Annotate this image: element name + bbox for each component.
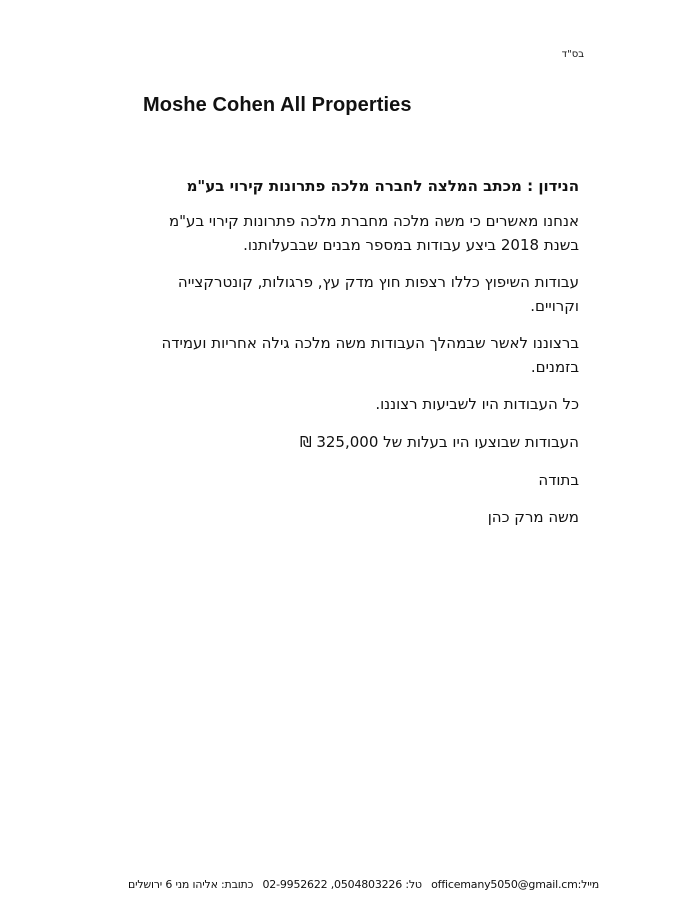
footer-phone-label: טל: bbox=[405, 878, 422, 891]
bsd-header: בס"ד bbox=[561, 49, 584, 60]
letter-paragraph-3: ברצוננו לאשר שבמהלך העבודות משה מלכה גילה אחריות ועמידה בזמנים. bbox=[161, 334, 579, 376]
footer-address-label: כתובת: bbox=[221, 878, 254, 891]
footer-email[interactable]: officemany5050@gmail.cm bbox=[431, 878, 578, 891]
company-name: Moshe Cohen All Properties bbox=[143, 94, 412, 116]
letter-subject: הנידון : מכתב המלצה לחברה מלכה פתרונות קירוי בע"מ bbox=[186, 177, 579, 195]
letter-closing: בתודה bbox=[538, 471, 579, 489]
letter-paragraph-4: כל העבודות היו לשביעות רצוננו. bbox=[375, 395, 579, 413]
letter-amount-line: העבודות שבוצעו היו בעלות של 325,000 ₪ bbox=[299, 433, 579, 451]
letter-paragraph-1: אנחנו מאשרים כי משה מלכה מחברת מלכה פתרונות קירוי בע"מ בשנת 2018 ביצע עבודות במספר מבנים שבבעלותנו. bbox=[168, 212, 579, 254]
letter-signature: משה מרק כהן bbox=[487, 508, 579, 526]
footer-email-label: מייל: bbox=[577, 878, 599, 891]
letter-paragraph-2: עבודות השיפוץ כללו רצפות חוץ מדק עץ, פרגולות, קונטרקצייה וקרויים. bbox=[177, 273, 579, 315]
footer-address: אליהו מני 6 ירושלים bbox=[127, 878, 218, 891]
footer-phones: 0504803226, 02-9952622 bbox=[262, 878, 403, 891]
footer-contact bbox=[127, 878, 599, 891]
letter-body bbox=[139, 174, 579, 542]
